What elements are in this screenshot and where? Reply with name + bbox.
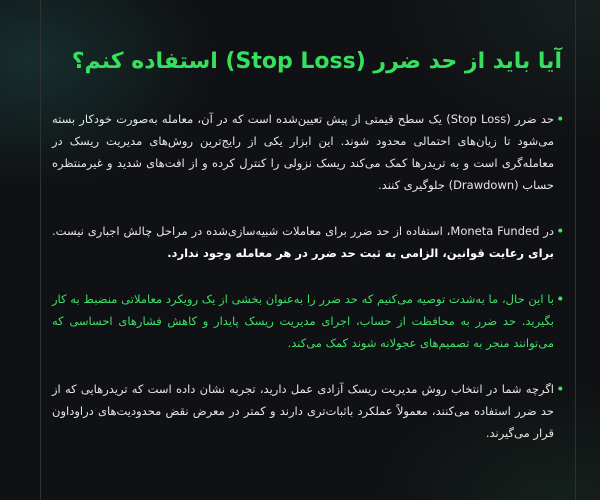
paragraph-recommendation [52, 288, 562, 354]
paragraph-text: اگرچه شما در انتخاب روش مدیریت ریسک آزادی عمل دارید، تجربه نشان داده است که تریدرهایی که از حد ضرر استفاده می‌کنند، معمولاً عملکرد باثبات‌تری دارند و کمتر در معرض نقض محدودیت‌های دراوداون قرار می‌گیرند. [52, 382, 554, 440]
paragraph-text: با این حال، ما به‌شدت توصیه می‌کنیم که حد ضرر را به‌عنوان بخشی از یک رویکرد معاملاتی منضبط به کار بگیرید. حد ضرر به محافظت از حساب، اجرای مدیریت ریسک پایدار و کاهش فشارهای احساسی که می‌توانند منجر به تصمیم‌های عجولانه شوند کمک می‌کند. [52, 292, 554, 350]
bullet-icon: • [556, 382, 564, 396]
bullet-icon: • [556, 112, 564, 126]
paragraph-bold-text: برای رعایت قوانین، الزامی به ثبت حد ضرر در هر معامله وجود ندارد. [167, 246, 554, 260]
paragraph-text: حد ضرر (Stop Loss) یک سطح قیمتی از پیش تعیین‌شده است که در آن، معامله به‌صورت خودکار بسته می‌شود تا زیان‌های احتمالی محدود شوند. این ابزار یکی از رایج‌ترین روش‌های مدیریت ریسک در معامله‌گری است و به تریدرها کمک می‌کند ریسک نزولی را کنترل کرده و از افت‌های شدید و غیرمنتظره حساب (Drawdown) جلوگیری کنند. [52, 112, 554, 192]
bullet-icon: • [556, 292, 564, 306]
bullet-icon: • [556, 224, 564, 238]
page-title: آیا باید از حد ضرر (Stop Loss) استفاده کنم؟ [71, 49, 562, 74]
article [52, 28, 562, 468]
paragraph-stop-loss-definition [52, 108, 562, 196]
paragraph-text: در Moneta Funded، استفاده از حد ضرر برای معاملات شبیه‌سازی‌شده در مراحل چالش اجباری نیست. [52, 224, 554, 238]
paragraph-experience [52, 378, 562, 444]
paragraph-moneta-rules [52, 220, 562, 264]
